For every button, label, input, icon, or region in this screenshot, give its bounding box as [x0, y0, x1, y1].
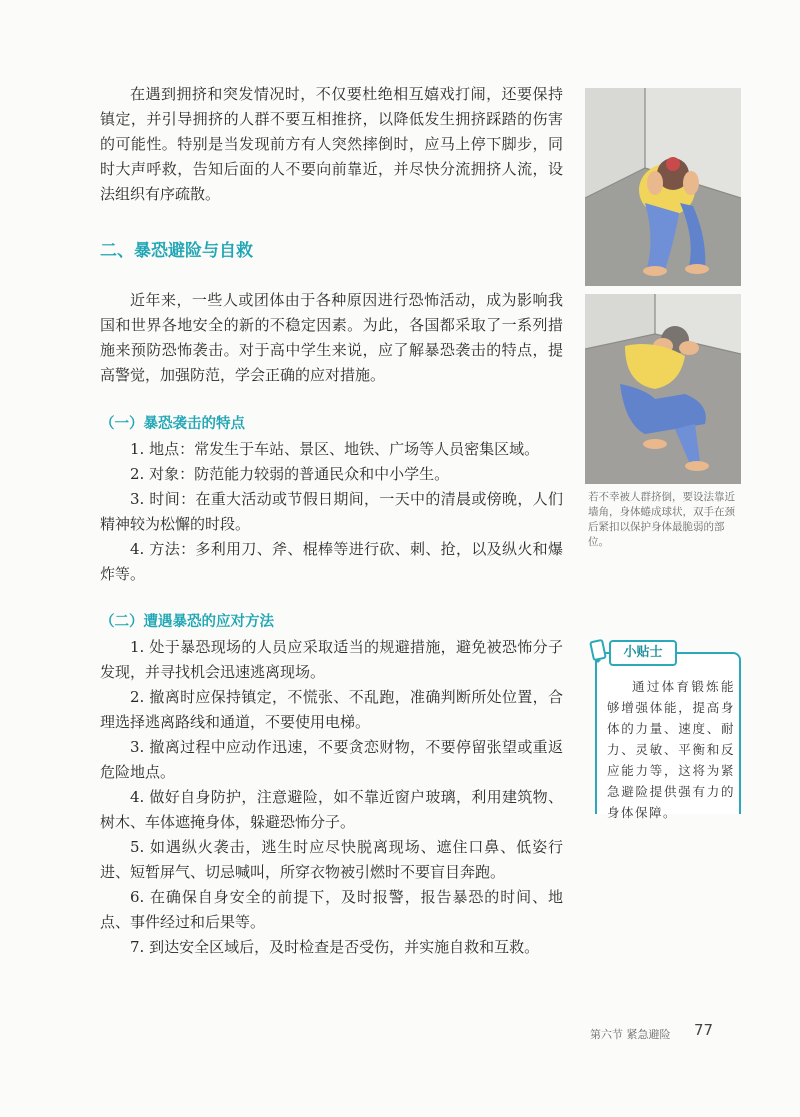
illustration-crouching [585, 88, 741, 286]
subsection-characteristics [100, 412, 563, 587]
list-item: 1. 处于暴恐现场的人员应采取适当的规避措施，避免被恐怖分子发现，并寻找机会迅速逃离现场。 [100, 638, 563, 681]
list-item: 4. 方法：多利用刀、斧、棍棒等进行砍、刺、抢，以及纵火和爆炸等。 [100, 540, 563, 583]
list-item: 6. 在确保自身安全的前提下，及时报警，报告暴恐的时间、地点、事件经过和后果等。 [100, 888, 563, 931]
subsection-response [100, 610, 563, 960]
illustration-curled [585, 294, 741, 484]
tip-box [585, 638, 741, 820]
tip-label: 小贴士 [609, 640, 677, 666]
footer-section-title: 第六节 紧急避险 [590, 1028, 671, 1041]
page-number: 77 [694, 1021, 714, 1039]
list-item: 7. 到达安全区域后，及时检查是否受伤，并实施自救和互救。 [130, 938, 540, 956]
section-intro-paragraph: 近年来，一些人或团体由于各种原因进行恐怖活动，成为影响我国和世界各地安全的新的不稳定因素。为此，各国都采取了一系列措施来预防恐怖袭击。对于高中学生来说，应了解暴恐袭击的特点，提高警觉，加强防范，学会正确的应对措施。 [100, 291, 563, 384]
subsection-heading: （一）暴恐袭击的特点 [100, 416, 245, 432]
list-item: 4. 做好自身防护，注意避险，如不靠近窗户玻璃，利用建筑物、树木、车体遮掩身体，躲避恐怖分子。 [100, 788, 563, 831]
list-item: 2. 对象：防范能力较弱的普通民众和中小学生。 [130, 465, 450, 483]
intro-block [100, 82, 563, 207]
pencil-icon [587, 638, 609, 664]
intro-paragraph: 在遇到拥挤和突发情况时，不仅要杜绝相互嬉戏打闹，还要保持镇定，并引导拥挤的人群不要互相推挤，以降低发生拥挤踩踏的伤害的可能性。特别是当发现前方有人突然摔倒时，应马上停下脚步，同时大声呼救，告知后面的人不要向前靠近，并尽快分流拥挤人流，设法组织有序疏散。 [100, 85, 563, 203]
list-item: 5. 如遇纵火袭击，逃生时应尽快脱离现场、遮住口鼻、低姿行进、短暂屏气、切忌喊叫，所穿衣物被引燃时不要盲目奔跑。 [100, 838, 563, 881]
tip-text: 通过体育锻炼能够增强体能，提高身体的力量、速度、耐力、灵敏、平衡和反应能力等，这将为紧急避险提供强有力的身体保障。 [607, 679, 735, 820]
list-item: 1. 地点：常发生于车站、景区、地铁、广场等人员密集区域。 [130, 440, 540, 458]
list-item: 3. 时间：在重大活动或节假日期间，一天中的清晨或傍晚，人们精神较为松懈的时段。 [100, 490, 563, 533]
section-intro-block [100, 288, 563, 388]
illustration-caption: 若不幸被人群挤倒，要设法靠近墙角，身体蜷成球状，双手在颈后紧扣以保护身体最脆弱的部位。 [588, 491, 735, 548]
section-heading: 二、暴恐避险与自救 [100, 241, 253, 261]
list-item: 2. 撤离时应保持镇定，不慌张、不乱跑，准确判断所处位置，合理选择逃离路线和通道，不要使用电梯。 [100, 688, 563, 731]
subsection-heading: （二）遭遇暴恐的应对方法 [100, 614, 274, 630]
list-item: 3. 撤离过程中应动作迅速，不要贪恋财物，不要停留张望或重返危险地点。 [100, 738, 563, 781]
